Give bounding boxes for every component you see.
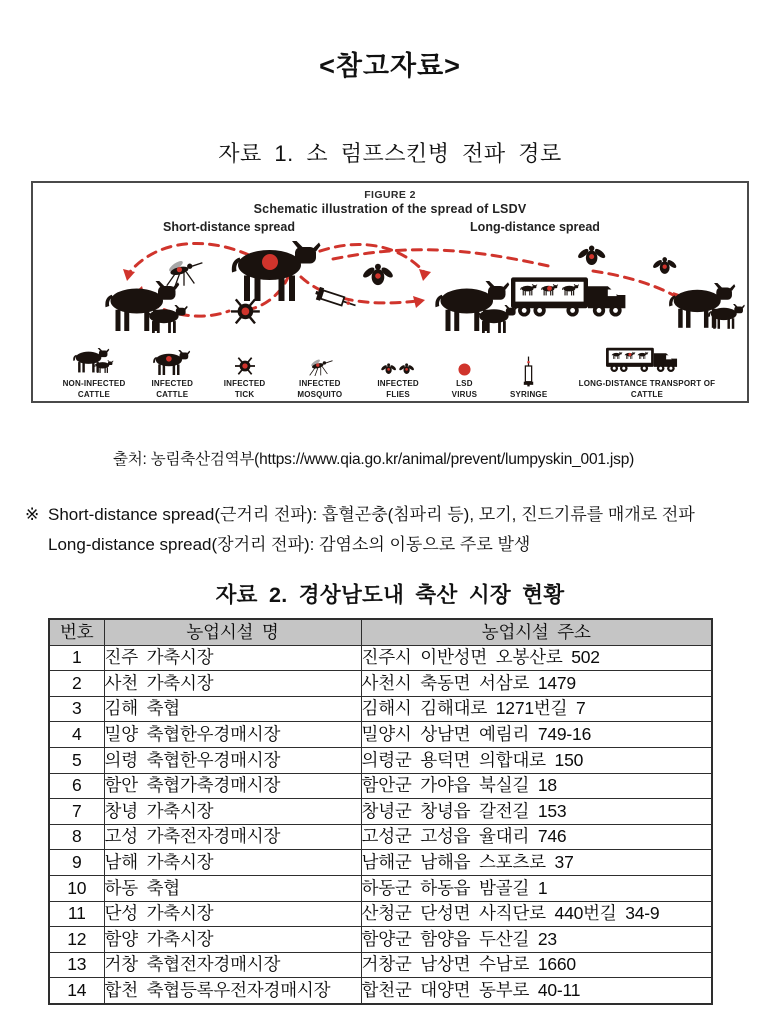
note-text-1: Short-distance spread(근거리 전파): 흡혈곤충(침파리 등), 모기, 진드기류를 매개로 전파 bbox=[48, 505, 695, 524]
legend-label: NON-INFECTED CATTLE bbox=[62, 379, 126, 399]
table-row bbox=[49, 747, 712, 773]
facility-address-cell: 창녕군 창녕읍 갈전길 153 bbox=[361, 799, 712, 825]
table-row bbox=[49, 927, 712, 953]
cow-far-right bbox=[669, 283, 735, 328]
table-row bbox=[49, 696, 712, 722]
legend-item bbox=[571, 345, 723, 400]
legend-item bbox=[286, 357, 354, 401]
note-block bbox=[0, 500, 780, 560]
table-body bbox=[49, 645, 712, 1004]
figure-subtitle: Schematic illustration of the spread of LSDV bbox=[253, 202, 527, 216]
legend-label: INFECTED MOSQUITO bbox=[297, 379, 343, 399]
table-row bbox=[49, 722, 712, 748]
facility-address-cell: 고성군 고성읍 율대리 746 bbox=[361, 824, 712, 850]
facility-address-cell: 밀양시 상남면 예림리 749-16 bbox=[361, 722, 712, 748]
facility-name-cell: 사천 가축시장 bbox=[104, 671, 361, 697]
facility-address-cell: 김해시 김해대로 1271번길 7 bbox=[361, 696, 712, 722]
facility-name-cell: 함양 가축시장 bbox=[104, 927, 361, 953]
facility-address-cell: 거창군 남상면 수남로 1660 bbox=[361, 952, 712, 978]
legend-label: INFECTED FLIES bbox=[377, 379, 419, 399]
infected-mosquito-icon bbox=[306, 357, 334, 377]
header-facility-address: 농업시설 주소 bbox=[361, 619, 712, 645]
legend-label: INFECTED TICK bbox=[223, 379, 266, 399]
facility-name-cell: 창녕 가축시장 bbox=[104, 799, 361, 825]
short-distance-label: Short-distance spread bbox=[163, 220, 295, 234]
facility-address-cell: 합천군 대양면 동부로 40-11 bbox=[361, 978, 712, 1004]
table-header-row bbox=[49, 619, 712, 645]
row-number-cell: 2 bbox=[49, 671, 104, 697]
facility-name-cell: 하동 축협 bbox=[104, 875, 361, 901]
legend-item bbox=[218, 356, 272, 400]
facility-name-cell: 합천 축협등록우전자경매시장 bbox=[104, 978, 361, 1004]
tick bbox=[231, 299, 260, 323]
table-row bbox=[49, 671, 712, 697]
spread-illustration bbox=[33, 241, 747, 345]
facility-address-cell: 의령군 용덕면 의합대로 150 bbox=[361, 747, 712, 773]
row-number-cell: 6 bbox=[49, 773, 104, 799]
facility-address-cell: 남해군 남해읍 스포츠로 37 bbox=[361, 850, 712, 876]
facility-name-cell: 남해 가축시장 bbox=[104, 850, 361, 876]
note-marker: ※ bbox=[25, 505, 40, 524]
legend-item bbox=[61, 348, 127, 400]
page-title: <참고자료> bbox=[319, 51, 461, 81]
table-row bbox=[49, 773, 712, 799]
non-infected-cattle-icon bbox=[72, 348, 116, 376]
legend-item bbox=[501, 355, 557, 400]
infected-cattle-icon bbox=[152, 350, 192, 376]
legend-label: INFECTED CATTLE bbox=[151, 379, 194, 399]
spread-labels bbox=[33, 220, 747, 240]
facility-address-cell: 산청군 단성면 사직단로 440번길 34-9 bbox=[361, 901, 712, 927]
legend-item bbox=[141, 350, 203, 400]
table-row bbox=[49, 875, 712, 901]
lsd-virus-icon bbox=[458, 363, 471, 376]
row-number-cell: 13 bbox=[49, 952, 104, 978]
row-number-cell: 5 bbox=[49, 747, 104, 773]
fly-center bbox=[361, 264, 394, 285]
fly-far-right bbox=[652, 257, 678, 274]
facility-address-cell: 진주시 이반성면 오봉산로 502 bbox=[361, 645, 712, 671]
lsdv-spread-figure bbox=[31, 181, 749, 403]
facility-name-cell: 단성 가축시장 bbox=[104, 901, 361, 927]
facility-address-cell: 하동군 하동읍 밤골길 1 bbox=[361, 875, 712, 901]
facility-address-cell: 사천시 축동면 서삼로 1479 bbox=[361, 671, 712, 697]
facility-address-cell: 함안군 가야읍 북실길 18 bbox=[361, 773, 712, 799]
facility-name-cell: 의령 축협한우경매시장 bbox=[104, 747, 361, 773]
row-number-cell: 7 bbox=[49, 799, 104, 825]
row-number-cell: 3 bbox=[49, 696, 104, 722]
legend-label: SYRINGE bbox=[509, 389, 548, 399]
note-line-1 bbox=[0, 500, 780, 530]
figure-legend bbox=[33, 345, 747, 403]
cattle-truck bbox=[511, 277, 625, 316]
row-number-cell: 1 bbox=[49, 645, 104, 671]
table-row bbox=[49, 850, 712, 876]
table-row bbox=[49, 901, 712, 927]
table-row bbox=[49, 799, 712, 825]
row-number-cell: 9 bbox=[49, 850, 104, 876]
section2-title: 자료 2. 경상남도내 축산 시장 현황 bbox=[215, 583, 565, 607]
row-number-cell: 14 bbox=[49, 978, 104, 1004]
infected-flies-icon bbox=[380, 362, 416, 376]
header-facility-name: 농업시설 명 bbox=[104, 619, 361, 645]
row-number-cell: 12 bbox=[49, 927, 104, 953]
legend-item bbox=[442, 363, 486, 400]
legend-label: LSD VIRUS bbox=[451, 379, 478, 399]
mosquito bbox=[167, 259, 203, 287]
facility-name-cell: 진주 가축시장 bbox=[104, 645, 361, 671]
note-text-2: Long-distance spread(장거리 전파): 감염소의 이동으로 주로 발생 bbox=[48, 535, 531, 554]
row-number-cell: 10 bbox=[49, 875, 104, 901]
livestock-market-table bbox=[48, 618, 713, 1005]
table-row bbox=[49, 952, 712, 978]
infected-tick-icon bbox=[235, 356, 255, 376]
fly-above-truck bbox=[577, 246, 607, 266]
note-line-2 bbox=[0, 530, 780, 560]
header-number: 번호 bbox=[49, 619, 104, 645]
infected-bull bbox=[232, 241, 321, 301]
table-row bbox=[49, 824, 712, 850]
long-distance-label: Long-distance spread bbox=[470, 220, 600, 234]
legend-item bbox=[368, 362, 428, 400]
syringe-icon bbox=[523, 355, 534, 386]
row-number-cell: 8 bbox=[49, 824, 104, 850]
facility-name-cell: 밀양 축협한우경매시장 bbox=[104, 722, 361, 748]
facility-name-cell: 고성 가축전자경매시장 bbox=[104, 824, 361, 850]
facility-name-cell: 거창 축협전자경매시장 bbox=[104, 952, 361, 978]
table-row bbox=[49, 645, 712, 671]
reference-document-page bbox=[0, 44, 780, 1030]
table-row bbox=[49, 978, 712, 1004]
row-number-cell: 4 bbox=[49, 722, 104, 748]
section1-title: 자료 1. 소 럼프스킨병 전파 경로 bbox=[218, 141, 562, 166]
long-distance-transport-icon bbox=[606, 345, 688, 376]
row-number-cell: 11 bbox=[49, 901, 104, 927]
figure-source: 출처: 농림축산검역부(https://www.qia.go.kr/animal/prevent/lumpyskin_001.jsp) bbox=[113, 451, 635, 468]
facility-name-cell: 함안 축협가축경매시장 bbox=[104, 773, 361, 799]
legend-label: LONG-DISTANCE TRANSPORT OF CATTLE bbox=[578, 379, 716, 399]
figure-number: FIGURE 2 bbox=[364, 189, 416, 201]
facility-name-cell: 김해 축협 bbox=[104, 696, 361, 722]
facility-address-cell: 함양군 함양읍 두산길 23 bbox=[361, 927, 712, 953]
